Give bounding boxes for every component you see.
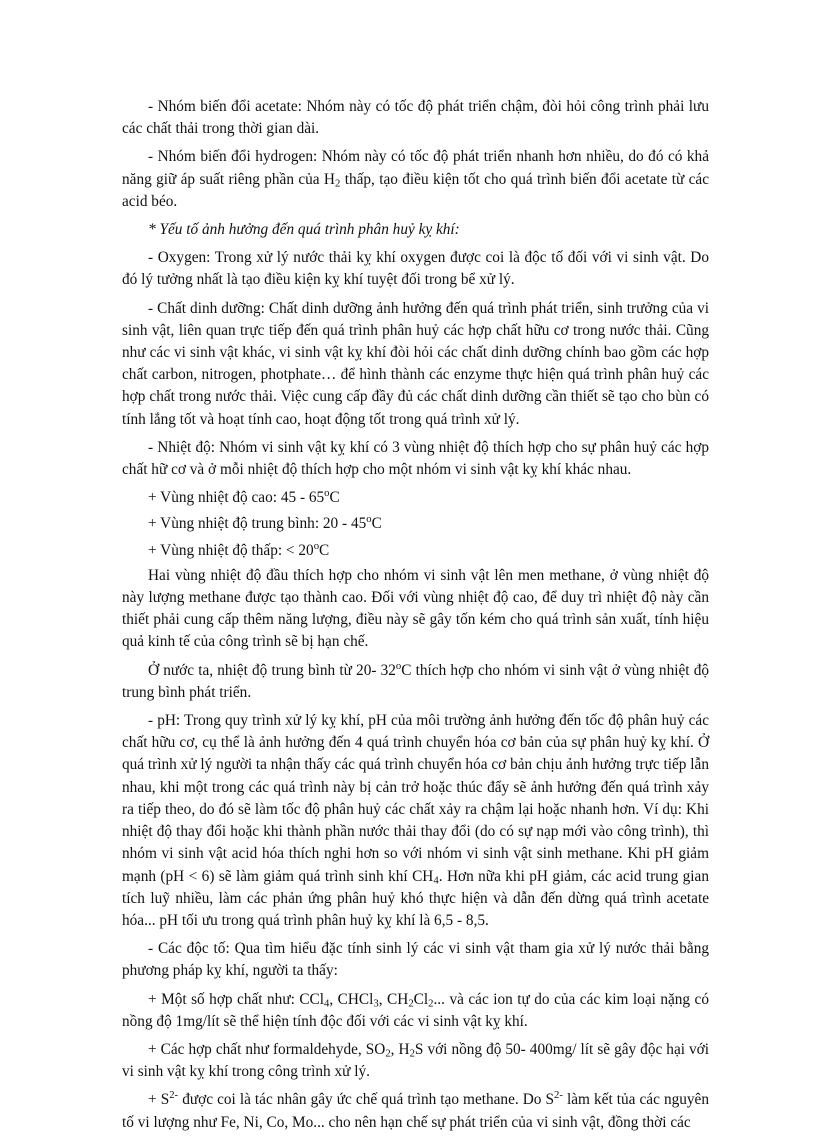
paragraph-temperature: - Nhiệt độ: Nhóm vi sinh vật kỵ khí có 3 vùng nhiệt độ thích hợp cho sự phân huỷ các hợp chất hữ cơ và ở mỗi nhiệt độ thích hợp cho một nhóm vi sinh vật kỵ khí khác nhau. [122, 438, 709, 479]
paragraph-hydrogen-group: - Nhóm biến đổi hydrogen: Nhóm này có tốc độ phát triển nhanh hơn nhiều, do đó có khả năng giữ áp suất riêng phần của $H_2$ thấp, tạo điều kiện tốt cho quá trình biến đổi acetate từ các acid béo. [122, 148, 709, 210]
paragraph-ph: - pH: Trong quy trình xử lý kỵ khí, pH của môi trường ảnh hưởng đến tốc độ phân huỷ các chất hữu cơ, cụ thể là ảnh hưởng đến 4 quá trình chuyển hóa cơ bản của sự phân huỷ kỵ khí. Ở quá trình xử lý người ta nhận thấy các quá trình chuyển hóa cơ bản chịu ảnh hưởng trực tiếp lẫn nhau, khi một trong các quá trình này bị cản trở hoặc thúc đẩy sẽ ảnh hưởng đến quá trình xảy ra tiếp theo, do đó sẽ làm tốc độ phân huỷ các chất xảy ra chậm lại hoặc nhanh hơn. Ví dụ: Khi nhiệt độ thay đổi hoặc khi thành phần nước thải thay đổi (do có sự nạp mới vào công trình), thì nhóm vi sinh vật acid hóa thích nghi hơn so với nhóm vi sinh vật sinh methane. Khi pH giảm mạnh (pH < 6) sẽ làm giảm quá trình sinh khí $CH_4$. Hơn nữa khi pH giảm, các acid trung gian tích luỹ nhiều, làm các phản ứng phân huỷ khó thực hiện và dẫn đến dừng quá trình acetate hóa... pH tối ưu trong quá trình phân huỷ kỵ khí là 6,5 - 8,5. [122, 712, 709, 929]
list-item-high-temp: + Vùng nhiệt độ cao: 45 - 65$^o$C [148, 487, 340, 507]
paragraph-acetate-group: - Nhóm biến đổi acetate: Nhóm này có tốc độ phát triển chậm, đòi hỏi công trình phải lưu các chất thải trong thời gian dài. [122, 98, 709, 138]
paragraph-vietnam-temp: Ở nước ta, nhiệt độ trung bình từ 20- 32$^o$C thích hợp cho nhóm vi sinh vật ở vùng nhiệt độ trung bình phát triển. [122, 659, 709, 701]
list-item-low-temp: + Vùng nhiệt độ thấp: < $20^oC$ [148, 539, 330, 559]
section-heading-factors: * Yếu tố ảnh hưởng đến quá trình phân huỷ kỵ khí: [148, 221, 460, 239]
list-item-medium-temp: + Vùng nhiệt độ trung bình: 20 - 45$^o$C [148, 513, 382, 533]
document-page [122, 96, 709, 1140]
paragraph-toxins: - Các độc tố: Qua tìm hiểu đặc tính sinh lý các vi sinh vật tham gia xử lý nước thải bằng phương pháp kỵ khí, người ta thấy: [122, 940, 709, 980]
paragraph-toxic-compounds: + Một số hợp chất như: CCl$_4$, CHCl$_3$, $CH_2Cl_2$... và các ion tự do của các kim loại nặng có nồng độ 1mg/lít sẽ thể hiện tính độc đối với các vi sinh vật kỵ khí. [122, 990, 709, 1030]
paragraph-formaldehyde: + Các hợp chất như formaldehyde, $SO_2$, $H_2S$ với nồng độ 50- 400mg/ lít sẽ gây độc hại với vi sinh vật kỵ khí trong công trình xử lý. [122, 1040, 709, 1081]
paragraph-oxygen: - Oxygen: Trong xử lý nước thải kỵ khí oxygen được coi là độc tố đối với vi sinh vật. Do đó lý tưởng nhất là tạo điều kiện kỵ khí tuyệt đối trong bể xử lý. [122, 249, 709, 289]
paragraph-sulfide: + $S^{2-}$ được coi là tác nhân gây ức chế quá trình tạo methane. Do $S^{2-}$ làm kết tủa các nguyên tố vi lượng như Fe, Ni, Co, Mo... cho nên hạn chế sự phát triển của vi sinh vật, đồng thời các [122, 1089, 709, 1131]
paragraph-nutrients: - Chất dinh dưỡng: Chất dinh dưỡng ảnh hưởng đến quá trình phát triển, sinh trưởng của vi sinh vật, liên quan trực tiếp đến quá trình phân huỷ các hợp chất hữu cơ trong nước thải. Cũng như các vi sinh vật khác, vi sinh vật kỵ khí đòi hỏi các chất dinh dưỡng chính bao gồm các hợp chất carbon, nitrogen, photphate… để hình thành các enzyme thực hiện quá trình phân huỷ các hợp chất trong nước thải. Việc cung cấp đầy đủ các chất dinh dưỡng cần thiết sẽ tạo cho bùn có tính lắng tốt và hoạt tính cao, hoạt động tốt trong quá trình xử lý. [122, 299, 709, 428]
paragraph-temp-zones: Hai vùng nhiệt độ đầu thích hợp cho nhóm vi sinh vật lên men methane, ở vùng nhiệt độ này lượng methane được tạo thành cao. Đối với vùng nhiệt độ cao, để duy trì nhiệt độ này cần thiết phải cung cấp thêm năng lượng, điều này sẽ gây tốn kém cho quá trình sản xuất, tính hiệu quả kinh tế của công trình sẽ bị hạn chế. [122, 566, 709, 651]
